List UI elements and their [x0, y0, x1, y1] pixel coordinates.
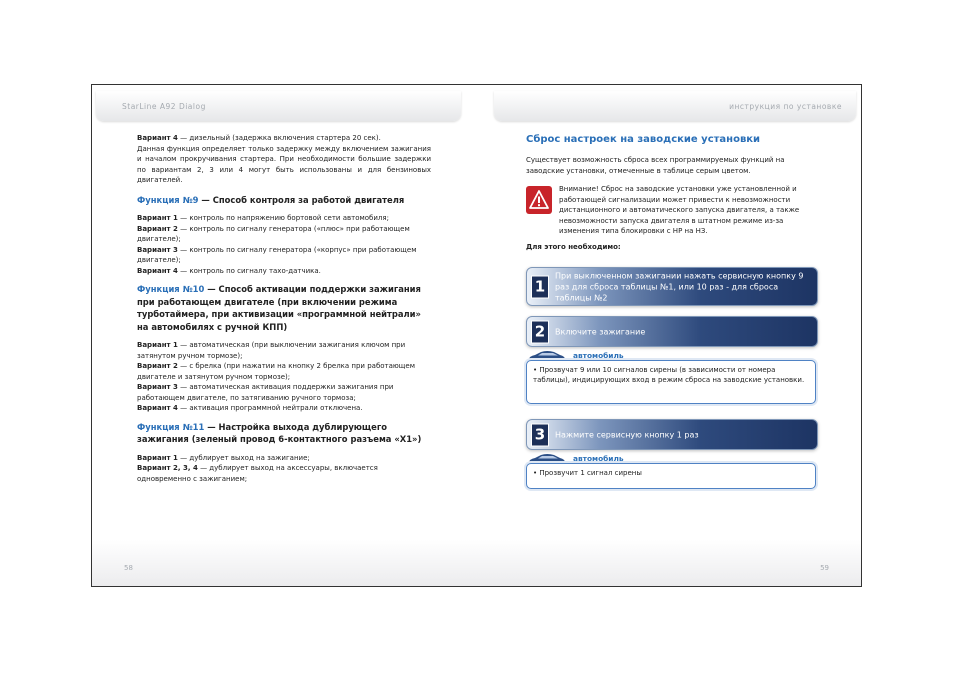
car-response-1: [526, 350, 816, 406]
variant-line: [137, 266, 431, 277]
left-page-number: 58: [124, 564, 133, 572]
variant-text: — контроль по напряжению бортовой сети автомобиля;: [177, 214, 389, 222]
variant-label: Вариант 4: [137, 404, 178, 412]
step-text: При выключенном зажигании нажать сервисную кнопку 9 раз для сброса таблицы №1, или 10 раз - для сброса таблицы №2: [555, 271, 804, 302]
function-number: Функция №10: [137, 284, 205, 294]
step-1: [526, 267, 818, 306]
variant-label: Вариант 1: [137, 341, 178, 349]
right-header-title: инструкция по установке: [729, 102, 842, 111]
warning-icon: [526, 186, 552, 214]
left-header-title: StarLine A92 Dialog: [122, 102, 206, 111]
variant-text: — дублирует выход на зажигание;: [177, 453, 310, 462]
variant-label: Вариант 2: [137, 362, 178, 370]
step-2: [526, 316, 818, 347]
step-number: 2: [531, 320, 549, 343]
step-3: [526, 419, 818, 450]
variant-text: — с брелка (при нажатии на кнопку 2 брелка при работающем двигателе и затянутом ручном тормозе);: [137, 362, 415, 381]
car-response-2: [526, 453, 816, 493]
variant-line: [137, 463, 431, 484]
left-page-content: [137, 133, 431, 484]
auto-response-box: • Прозвучит 1 сигнал сирены: [526, 463, 816, 489]
footer-band: [92, 540, 861, 586]
variant-label: Вариант 1: [137, 453, 178, 462]
function-title: — Способ активации поддержки зажигания при работающем двигателе (при включении режима турботаймера, при активизации «программной нейтрали» на автомобилях с ручной КПП): [137, 284, 421, 332]
variant-label: Вариант 1: [137, 214, 178, 222]
variant-line: [137, 453, 431, 464]
function-10-heading: [137, 283, 431, 333]
variant-label: Вариант 2: [137, 224, 178, 233]
function-number: Функция №11: [137, 421, 205, 432]
document-spread: [91, 84, 862, 587]
auto-label: автомобиль: [573, 454, 624, 463]
auto-response-box: • Прозвучат 9 или 10 сигналов сирены (в зависимости от номера таблицы), индицирующих вход в режим сброса на заводские установки.: [526, 360, 816, 404]
function-11-heading: [137, 421, 431, 446]
warning-block: [526, 184, 818, 237]
variant-line: [137, 245, 431, 266]
step-number: 1: [531, 275, 549, 298]
step-text: Нажмите сервисную кнопку 1 раз: [555, 430, 699, 439]
right-page-content: [526, 133, 818, 477]
variant-text: — контроль по сигналу тахо-датчика.: [177, 266, 321, 275]
variant-text: — активация программной нейтрали отключена.: [177, 404, 363, 412]
variant-label: Вариант 3: [137, 383, 178, 391]
auto-label: автомобиль: [573, 351, 624, 360]
function-number: Функция №9: [137, 194, 199, 205]
variant-text: — контроль по сигналу генератора («корпус» при работающем двигателе);: [137, 245, 417, 264]
steps-intro: Для этого необходимо:: [526, 242, 621, 251]
variant-text: — контроль по сигналу генератора («плюс» при работающем двигателе);: [137, 224, 410, 243]
variant-text: — автоматическая активация поддержки зажигания при работающем двигателе, по затягиванию ручного тормоза;: [137, 383, 394, 402]
variant-text: — дублирует выход на аксессуары, включается одновременно с зажиганием;: [137, 464, 378, 483]
section-title: Сброс настроек на заводские установки: [526, 134, 761, 145]
variant-label: Вариант 4: [137, 134, 178, 142]
variant-line: [137, 224, 431, 245]
function-title: — Настройка выхода дублирующего зажигания (зеленый провод 6-контактного разъема «Х1»): [137, 421, 422, 444]
right-page-header: [494, 91, 856, 121]
paragraph: Данная функция определяет только задержку между включением зажигания и началом прокручивания стартера. При необходимости большие задержки по вариантам 2, 3 или 4 могут быть использованы и для бензиновых двигателей.: [137, 144, 431, 184]
function-9-heading: [137, 194, 431, 207]
variant-text: — дизельный (задержка включения стартера 20 сек).: [177, 134, 381, 142]
variant-text: — автоматическая (при выключении зажигания ключом при затянутом ручном тормозе);: [137, 341, 406, 360]
warning-text: Внимание! Сброс на заводские установки уже установленной и работающей сигнализации может привести к невозможности дистанционного и автоматического запуска двигателя, а также невозможности запуска двигателя в штатном режиме из-за изменения типа блокировки с НР на НЗ.: [559, 185, 800, 235]
variant-line: [137, 403, 431, 414]
variant-label: Вариант 4: [137, 266, 178, 275]
variant-label: Вариант 3: [137, 245, 178, 254]
variant-line: [137, 361, 431, 382]
right-page-number: 59: [820, 564, 829, 572]
variant-line: [137, 133, 431, 144]
function-title: — Способ контроля за работой двигателя: [198, 194, 405, 205]
step-number: 3: [531, 423, 549, 446]
variant-line: [137, 382, 431, 403]
left-page-header: [96, 91, 461, 121]
paragraph: Существует возможность сброса всех программируемых функций на заводские установки, отмеченные в таблице серым цветом.: [526, 156, 785, 175]
step-text: Включите зажигание: [555, 327, 646, 336]
variant-line: [137, 340, 431, 361]
variant-label: Вариант 2, 3, 4: [137, 464, 198, 472]
variant-line: [137, 213, 431, 224]
